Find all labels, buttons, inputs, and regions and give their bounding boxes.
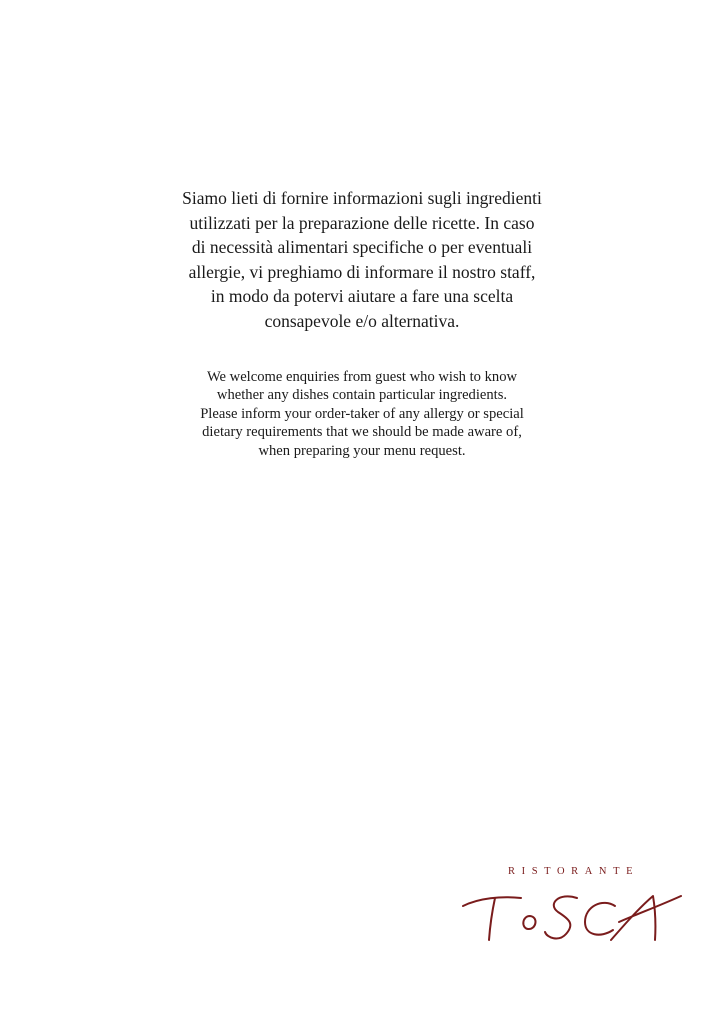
english-notice-line: when preparing your menu request. xyxy=(258,442,466,459)
english-notice-line: We welcome enquiries from guest who wish to know xyxy=(206,369,518,385)
italian-notice-line: in modo da potervi aiutare a fare una scelta xyxy=(210,286,514,306)
italian-notice-line: utilizzati per la preparazione delle ricette. In caso xyxy=(189,212,535,233)
wordmark-letter-t xyxy=(463,897,521,906)
english-notice-line: dietary requirements that we should be made aware of, xyxy=(202,424,522,441)
wordmark-letter-o xyxy=(523,916,535,929)
english-notice-line: whether any dishes contain particular ingredients. xyxy=(216,387,508,404)
wordmark-letter-a xyxy=(611,896,655,940)
wordmark-letter-s xyxy=(545,896,577,938)
italian-notice-line: allergie, vi preghiamo di informare il nostro staff, xyxy=(188,261,536,282)
restaurant-logo xyxy=(455,862,685,952)
wordmark-letter-c xyxy=(585,903,615,935)
english-notice-line: Please inform your order-taker of any allergy or special xyxy=(200,405,524,422)
italian-notice-line: consapevole e/o alternativa. xyxy=(264,310,460,331)
italian-allergy-notice xyxy=(92,186,632,333)
wordmark-letter-t-stem xyxy=(489,898,495,940)
english-allergy-notice xyxy=(112,368,612,460)
italian-notice-line: Siamo lieti di fornire informazioni sugli ingredienti xyxy=(182,188,542,208)
italian-notice-line: di necessità alimentari specifiche o per eventuali xyxy=(191,237,533,257)
tosca-wordmark xyxy=(455,884,685,952)
logo-subtitle: RISTORANTE xyxy=(508,866,640,877)
